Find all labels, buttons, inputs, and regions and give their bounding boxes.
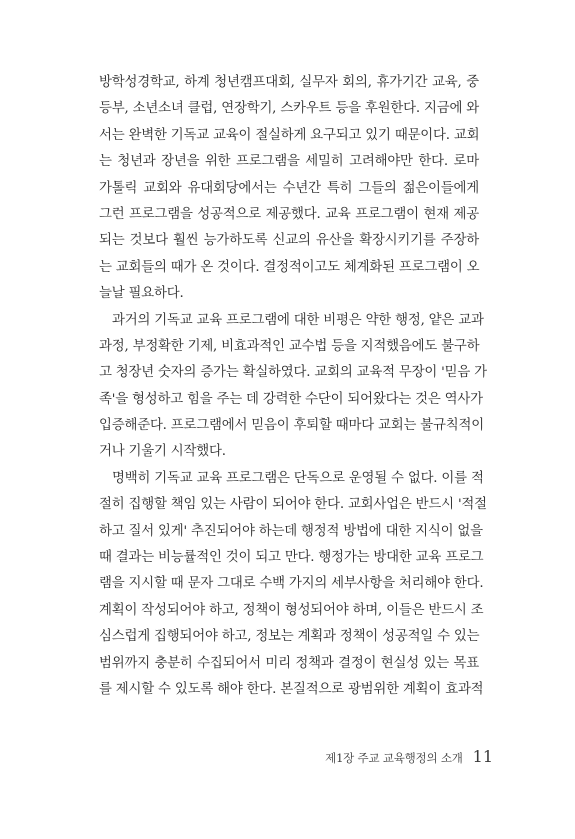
text-line: 범위까지 충분히 수집되어서 미리 정책과 결정이 현실성 있는 목표	[99, 655, 479, 671]
text-line: 심스럽게 집행되어야 하고, 정보는 계획과 정책이 성공적일 수 있는	[99, 629, 480, 645]
text-line: 입증해준다. 프로그램에서 믿음이 후퇴할 때마다 교회는 불규칙적이	[99, 418, 484, 434]
text-line: 는 교회들의 때가 온 것이다. 결정적이고도 체계화된 프로그램이 오	[99, 259, 480, 275]
text-line: 때 결과는 비능률적인 것이 되고 만다. 행정가는 방대한 교육 프로그	[99, 550, 484, 566]
text-line: 그런 프로그램을 성공적으로 제공했다. 교육 프로그램이 현재 제공	[99, 206, 479, 222]
text-line: 족'을 형성하고 힘을 주는 데 강력한 수단이 되어왔다는 것은 역사가	[99, 391, 483, 407]
body-text	[99, 70, 487, 703]
page-footer	[325, 747, 493, 766]
text-line: 늘날 필요하다.	[99, 286, 184, 302]
chapter-running-title: 제1장 주교 교육행정의 소개	[325, 751, 463, 765]
text-line: 절히 집행할 책임 있는 사람이 되어야 한다. 교회사업은 반드시 '적절	[99, 497, 487, 513]
text-line: 하고 질서 있게' 추진되어야 하는데 행정적 방법에 대한 지식이 없을	[99, 523, 483, 539]
paragraph-3	[99, 466, 487, 704]
text-line: 과거의 기독교 교육 프로그램에 대한 비평은 약한 행정, 얕은 교과	[112, 312, 484, 328]
text-line: 를 제시할 수 있도록 해야 한다. 본질적으로 광범위한 계획이 효과적	[99, 681, 484, 697]
text-line: 는 청년과 장년을 위한 프로그램을 세밀히 고려해야만 한다. 로마	[99, 154, 479, 170]
text-line: 명백히 기독교 교육 프로그램은 단독으로 운영될 수 없다. 이를 적	[112, 470, 484, 486]
text-line: 서는 완벽한 기독교 교육이 절실하게 요구되고 있기 때문이다. 교회	[99, 127, 480, 143]
text-line: 등부, 소년소녀 클럽, 연장학기, 스카우트 등을 후원한다. 지금에 와	[99, 101, 479, 117]
paragraph-1	[99, 70, 479, 308]
text-line: 과정, 부정확한 기제, 비효과적인 교수법 등을 지적했음에도 불구하	[99, 338, 480, 354]
text-line: 계획이 작성되어야 하고, 정책이 형성되어야 하며, 이들은 반드시 조	[99, 602, 484, 618]
paragraph-2	[99, 308, 487, 466]
text-line: 거나 기울기 시작했다.	[99, 444, 226, 460]
text-line: 되는 것보다 훨씬 능가하도록 신교의 유산을 확장시키기를 주장하	[99, 233, 479, 249]
text-line: 램을 지시할 때 문자 그대로 수백 가지의 세부사항을 처리해야 한다.	[99, 576, 484, 592]
text-line: 고 청장년 숫자의 증가는 확실하였다. 교회의 교육적 무장이 '믿음 가	[99, 365, 487, 381]
page-number: 11	[472, 747, 493, 766]
text-line: 방학성경학교, 하계 청년캠프대회, 실무자 회의, 휴가기간 교육, 중	[99, 75, 479, 90]
text-line: 가톨릭 교회와 유대회당에서는 수년간 특히 그들의 젊은이들에게	[99, 180, 479, 196]
